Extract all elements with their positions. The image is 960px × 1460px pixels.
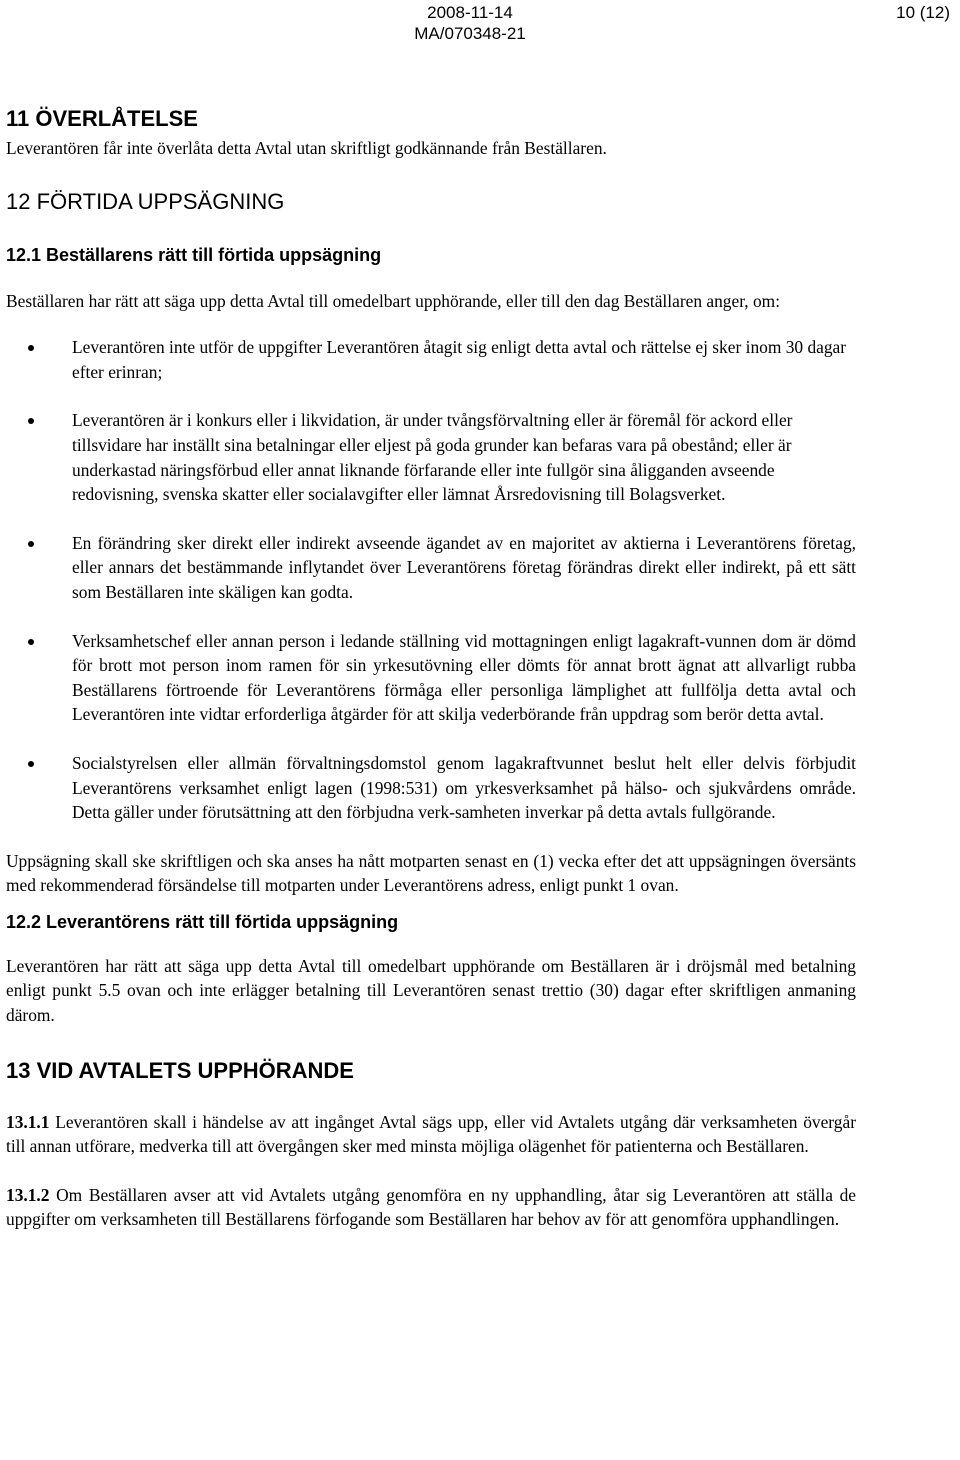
section-12-2-heading: 12.2 Leverantörens rätt till förtida uppsägning: [6, 911, 399, 932]
clause-text: Leverantören skall i händelse av att ingånget Avtal sägs upp, eller vid Avtalets utgång där verksamheten övergår till annan utförare, medverka till att övergången sker med minsta möjliga olägenhet för patienterna och Beställaren.: [6, 1111, 856, 1157]
clause-text: Om Beställaren avser att vid Avtalets utgång genomföra en ny upphandling, åtar sig Leverantören att ställa de uppgifter om verksamheten till Beställarens förfogande som Beställaren har behov av för att genomföra upphandlingen.: [6, 1184, 856, 1230]
section-12-1-heading: 12.1 Beställarens rätt till förtida uppsägning: [6, 244, 382, 265]
section-13-1-1: [6, 1110, 856, 1159]
termination-conditions-list: [6, 335, 856, 825]
bullet-icon: [28, 639, 34, 645]
list-item: [6, 335, 856, 384]
list-item: [6, 408, 856, 506]
list-item-text: En förändring sker direkt eller indirekt avseende ägandet av en majoritet av aktierna i Leverantörens företag, eller annars det bestämmande inflytandet över Leverantörens företag förändras direkt eller indirekt, på ett sätt som Beställaren inte skäligen kan godta.: [72, 532, 856, 602]
section-12-heading: 12 FÖRTIDA UPPSÄGNING: [6, 188, 285, 214]
clause-number: 13.1.1: [6, 1111, 50, 1132]
header-reference: MA/070348-21: [414, 24, 526, 43]
clause-number: 13.1.2: [6, 1184, 50, 1205]
section-12-1-intro: Beställaren har rätt att säga upp detta Avtal till omedelbart upphörande, eller till den dag Beställaren anger, om:: [6, 290, 781, 311]
document-body: [6, 104, 856, 1232]
list-item-text: Leverantören inte utför de uppgifter Leverantören åtagit sig enligt detta avtal och rättelse ej sker inom 30 dagar efter erinran;: [72, 337, 847, 382]
list-item-text: Socialstyrelsen eller allmän förvaltningsdomstol genom lagakraftvunnet beslut helt eller delvis förbjudit Leverantörens verksamhet enligt lagen (1998:531) om yrkesverksamhet på hälso- och sjukvårdens område. Detta gäller under förutsättning att den förbjudna verk-samheten inverkar på detta avtals fullgörande.: [72, 752, 856, 823]
section-11-text: Leverantören får inte överlåta detta Avtal utan skriftligt godkännande från Beställaren.: [6, 138, 607, 158]
section-11-heading: 11 ÖVERLÅTELSE: [6, 106, 198, 131]
section-12-2-text: Leverantören har rätt att säga upp detta Avtal till omedelbart upphörande om Beställaren är i dröjsmål med betalning enligt punkt 5.5 ovan och inte erlägger betalning till Leverantören senast trettio (30) dagar efter skriftligen anmaning därom.: [6, 955, 856, 1026]
list-item-text: Leverantören är i konkurs eller i likvidation, är under tvångsförvaltning eller är föremål för ackord eller tillsvidare har inställt sina betalningar eller eljest på goda grunder kan befaras vara på obestånd; eller är underkastad näringsförbud eller annat liknande förfarande eller inte fullgör sina åligganden avseende redovisning, svenska skatter eller socialavgifter eller lämnat Årsredovisning till Bolagsverket.: [72, 410, 793, 505]
section-13-heading: 13 VID AVTALETS UPPHÖRANDE: [6, 1057, 354, 1083]
bullet-icon: [28, 418, 34, 424]
list-item: [6, 751, 856, 825]
section-13-1-2: [6, 1183, 856, 1232]
list-item: [6, 531, 856, 605]
header-date: 2008-11-14: [427, 3, 513, 22]
bullet-icon: [28, 345, 34, 351]
bullet-icon: [28, 541, 34, 547]
page-number: 10 (12): [896, 3, 950, 22]
bullet-icon: [28, 761, 34, 767]
section-12-1-outro: Uppsägning skall ske skriftligen och ska anses ha nått motparten senast en (1) vecka efter det att uppsägningen översänts med rekommenderad försändelse till motparten under Leverantörens adress, enligt punkt 1 ovan.: [6, 850, 856, 896]
list-item: [6, 629, 856, 727]
document-header: [360, 2, 580, 44]
list-item-text: Verksamhetschef eller annan person i ledande ställning vid mottagningen enligt lagakraft-vunnen dom är dömd för brott mot person inom ramen för sin yrkesutövning eller dömts för annat brott ägnat att allvarligt rubba Beställarens förtroende för Leverantörens förmåga eller personliga lämplighet att fullfölja detta avtal och Leverantören inte vidtar erforderliga åtgärder för att skilja vederbörande från uppdrag som berör detta avtal.: [72, 630, 856, 725]
